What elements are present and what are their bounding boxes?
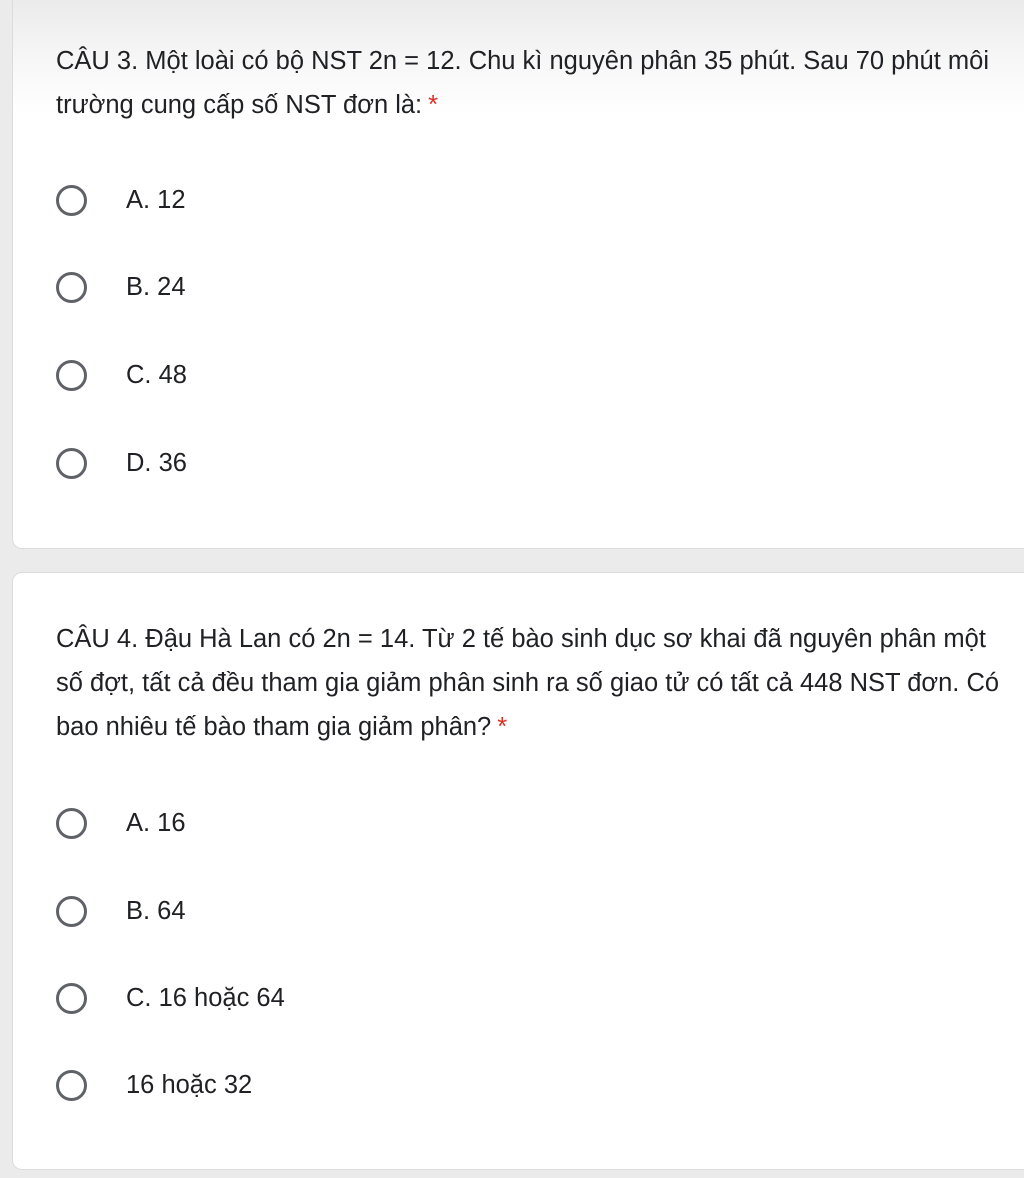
radio-button-icon[interactable] [56, 1070, 87, 1101]
radio-button-icon[interactable] [56, 983, 87, 1014]
question-card-3 [12, 0, 1024, 549]
question-title [56, 617, 1016, 749]
radio-button-icon[interactable] [56, 808, 87, 839]
option-b[interactable] [56, 891, 186, 931]
question-card-4 [12, 572, 1024, 1170]
question-text: CÂU 3. Một loài có bộ NST 2n = 12. Chu kì nguyên phân 35 phút. Sau 70 phút môi trường cung cấp số NST đơn là: [56, 47, 989, 119]
option-label: D. 36 [126, 448, 187, 477]
option-label: C. 48 [126, 360, 187, 389]
option-label: A. 12 [126, 185, 186, 214]
option-c[interactable] [56, 355, 187, 395]
option-label: B. 24 [126, 272, 186, 301]
radio-button-icon[interactable] [56, 448, 87, 479]
option-a[interactable] [56, 803, 186, 843]
option-label: B. 64 [126, 896, 186, 925]
option-b[interactable] [56, 267, 186, 307]
radio-button-icon[interactable] [56, 896, 87, 927]
question-title [56, 39, 1016, 127]
radio-button-icon[interactable] [56, 272, 87, 303]
option-a[interactable] [56, 180, 186, 220]
required-asterisk: * [428, 91, 439, 119]
required-asterisk: * [497, 713, 508, 741]
option-d[interactable] [56, 443, 187, 483]
option-d[interactable] [56, 1065, 252, 1105]
option-label: C. 16 hoặc 64 [126, 983, 285, 1012]
option-c[interactable] [56, 978, 285, 1018]
option-label: 16 hoặc 32 [126, 1070, 253, 1099]
question-text: CÂU 4. Đậu Hà Lan có 2n = 14. Từ 2 tế bào sinh dục sơ khai đã nguyên phân một số đợt, tất cả đều tham gia giảm phân sinh ra số giao tử có tất cả 448 NST đơn. Có bao nhiêu tế bào tham gia giảm phân? [56, 625, 1000, 741]
option-label: A. 16 [126, 808, 186, 837]
radio-button-icon[interactable] [56, 360, 87, 391]
radio-button-icon[interactable] [56, 185, 87, 216]
